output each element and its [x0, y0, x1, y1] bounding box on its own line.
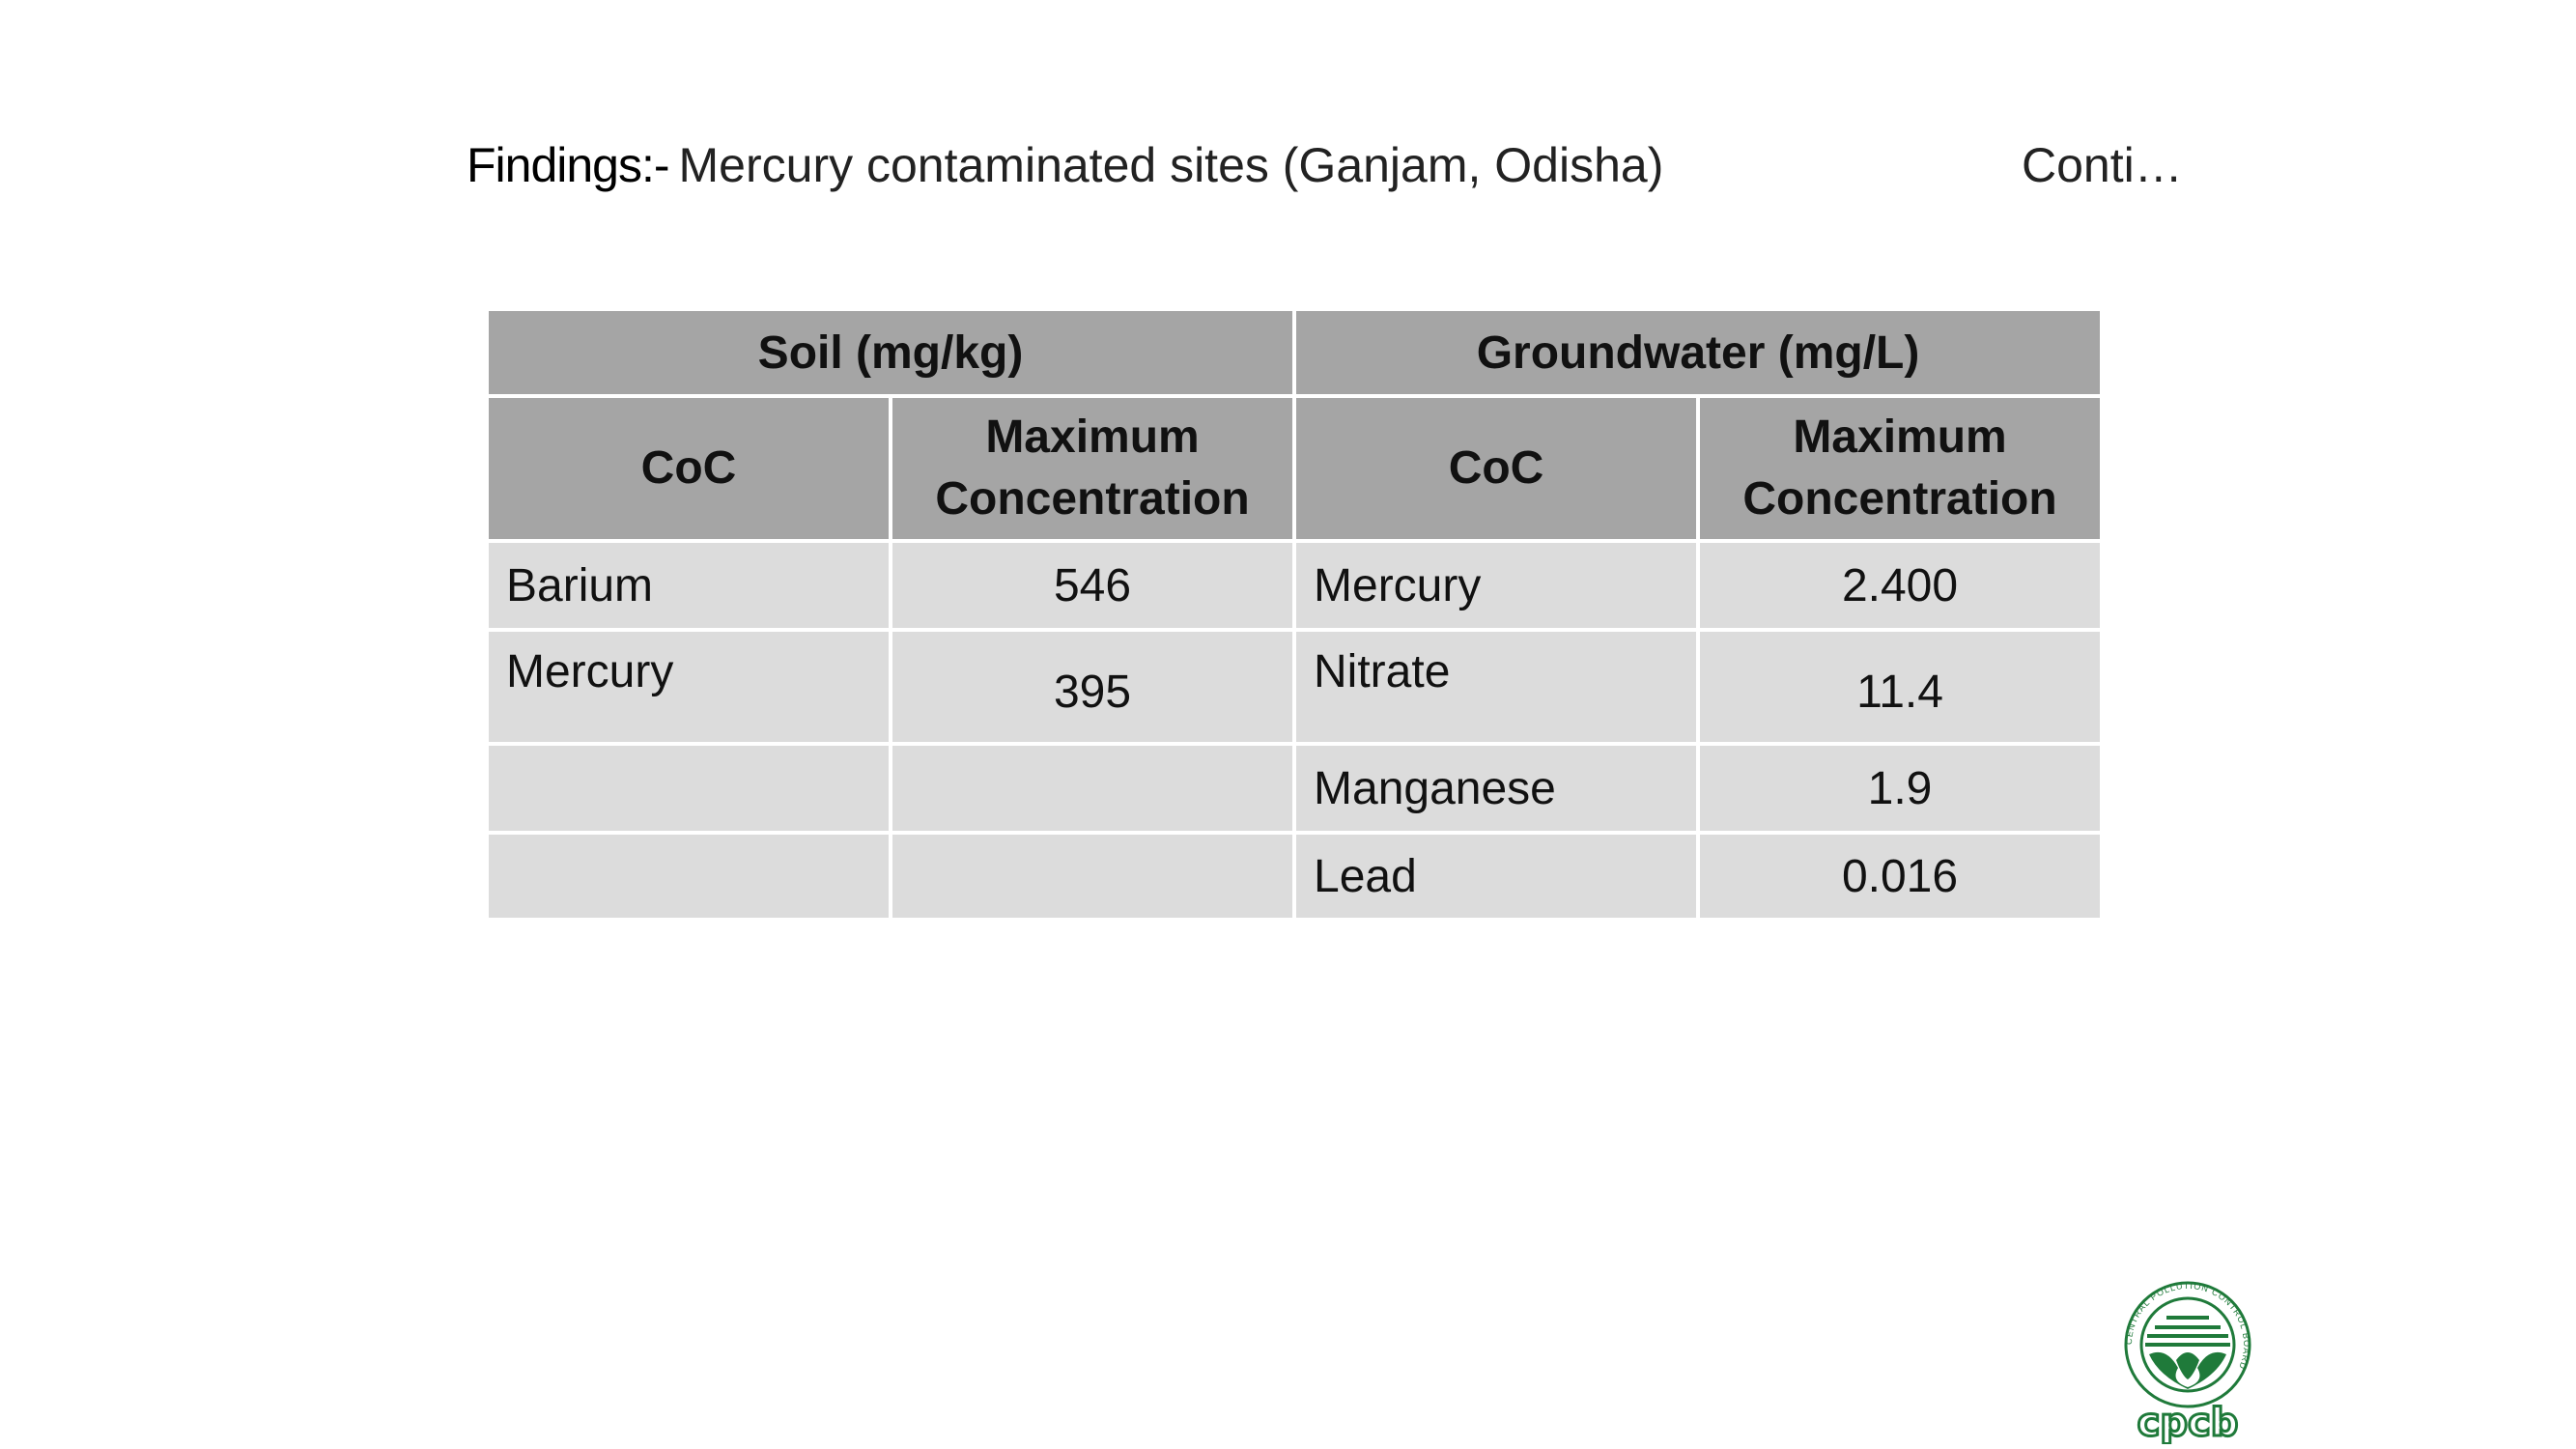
table-row [487, 833, 2102, 920]
gw-max-cell: 1.9 [1698, 744, 2102, 833]
gw-coc-cell: Nitrate [1294, 630, 1698, 744]
soil-coc-cell [487, 833, 891, 920]
soil-max-cell [891, 744, 1294, 833]
table-row [487, 630, 2102, 744]
column-header-gw-max: Maximum Concentration [1698, 396, 2102, 541]
findings-label: Findings:- [467, 138, 669, 192]
column-header-gw-coc: CoC [1294, 396, 1698, 541]
cpcb-logo-icon [2120, 1275, 2255, 1444]
soil-max-cell: 546 [891, 541, 1294, 630]
logo-ring-text: CENTRAL POLLUTION CONTROL BOARD [2123, 1280, 2252, 1372]
soil-max-cell: 395 [891, 630, 1294, 744]
group-header-soil: Soil (mg/kg) [487, 309, 1294, 396]
gw-max-cell: 11.4 [1698, 630, 2102, 744]
gw-coc-cell: Lead [1294, 833, 1698, 920]
gw-coc-cell: Manganese [1294, 744, 1698, 833]
group-header-groundwater: Groundwater (mg/L) [1294, 309, 2102, 396]
column-header-soil-max: Maximum Concentration [891, 396, 1294, 541]
concentration-table [485, 307, 2104, 922]
table-column-header-row [487, 396, 2102, 541]
soil-coc-cell [487, 744, 891, 833]
cpcb-logo [2120, 1275, 2255, 1444]
slide-heading [467, 131, 2205, 199]
soil-max-cell [891, 833, 1294, 920]
gw-coc-cell: Mercury [1294, 541, 1698, 630]
continued-label: Conti… [2022, 138, 2183, 192]
logo-wordmark: cpcb [2137, 1401, 2239, 1444]
soil-coc-cell: Barium [487, 541, 891, 630]
gw-max-cell: 0.016 [1698, 833, 2102, 920]
slide-subtitle: Mercury contaminated sites (Ganjam, Odisha) [678, 138, 1664, 192]
table-group-header-row [487, 309, 2102, 396]
column-header-soil-coc: CoC [487, 396, 891, 541]
table-row [487, 744, 2102, 833]
soil-coc-cell: Mercury [487, 630, 891, 744]
table-row [487, 541, 2102, 630]
gw-max-cell: 2.400 [1698, 541, 2102, 630]
